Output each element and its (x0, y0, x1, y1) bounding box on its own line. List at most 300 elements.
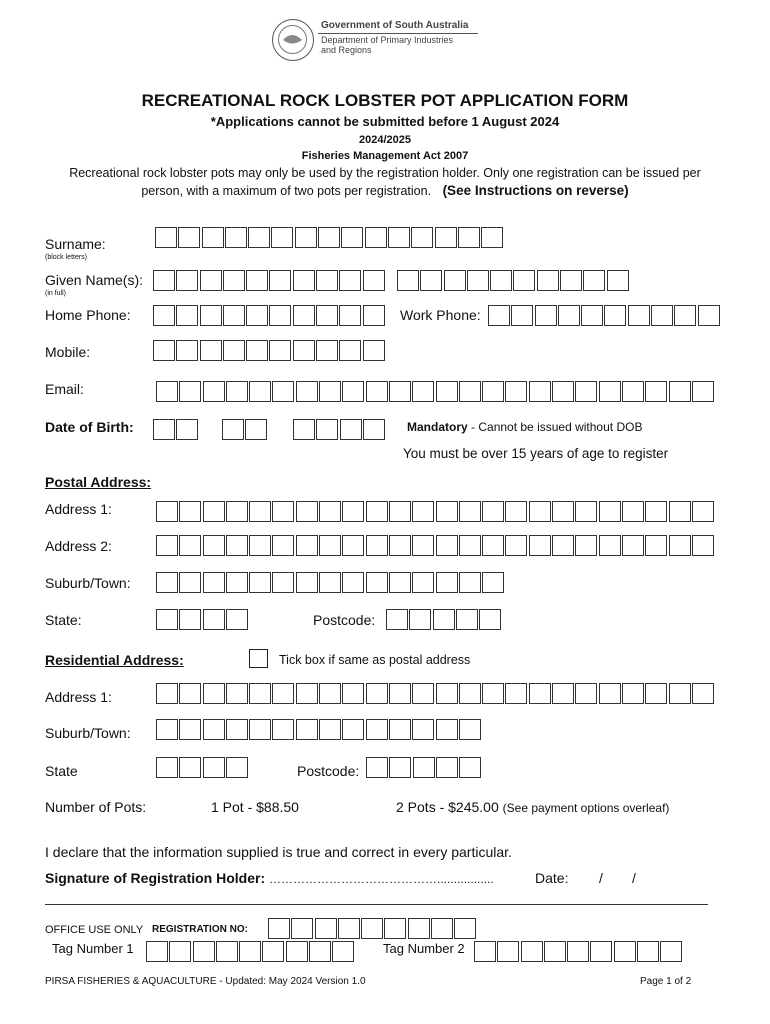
char-box[interactable] (479, 609, 501, 630)
char-box[interactable] (176, 270, 198, 291)
char-box[interactable] (388, 227, 410, 248)
char-box[interactable] (622, 535, 644, 556)
char-box[interactable] (226, 757, 248, 778)
footer-version: PIRSA FISHERIES & AQUACULTURE - Updated: May 2024 Version 1.0 (45, 976, 366, 987)
char-box[interactable] (340, 419, 362, 440)
char-box[interactable] (669, 501, 691, 522)
char-box[interactable] (459, 535, 481, 556)
char-box[interactable] (488, 305, 510, 326)
char-box[interactable] (339, 305, 361, 326)
char-box[interactable] (459, 757, 481, 778)
residential-state-boxes[interactable] (156, 757, 248, 778)
char-box[interactable] (342, 719, 364, 740)
char-box[interactable] (249, 572, 271, 593)
char-box[interactable] (459, 381, 481, 402)
char-box[interactable] (179, 381, 201, 402)
char-box[interactable] (203, 535, 225, 556)
char-box[interactable] (339, 340, 361, 361)
char-box[interactable] (412, 719, 434, 740)
char-box[interactable] (412, 683, 434, 704)
char-box[interactable] (202, 227, 224, 248)
char-box[interactable] (272, 535, 294, 556)
char-box[interactable] (386, 609, 408, 630)
char-box[interactable] (669, 535, 691, 556)
char-box[interactable] (296, 683, 318, 704)
tag-number-2-boxes[interactable] (474, 941, 682, 962)
postal-address-1-label: Address 1: (45, 501, 112, 517)
char-box[interactable] (272, 719, 294, 740)
char-box[interactable] (366, 572, 388, 593)
char-box[interactable] (179, 757, 201, 778)
instructions-note: (See Instructions on reverse) (442, 183, 629, 198)
char-box[interactable] (389, 757, 411, 778)
char-box[interactable] (366, 501, 388, 522)
char-box[interactable] (384, 918, 406, 939)
postal-address-1-boxes[interactable] (156, 501, 714, 522)
char-box[interactable] (481, 227, 503, 248)
char-box[interactable] (272, 501, 294, 522)
char-box[interactable] (226, 572, 248, 593)
char-box[interactable] (203, 381, 225, 402)
form-title: RECREATIONAL ROCK LOBSTER POT APPLICATION FORM (141, 91, 629, 110)
postal-suburb-boxes[interactable] (156, 572, 504, 593)
char-box[interactable] (239, 941, 261, 962)
char-box[interactable] (341, 227, 363, 248)
char-box[interactable] (474, 941, 496, 962)
char-box[interactable] (505, 501, 527, 522)
char-box[interactable] (169, 941, 191, 962)
char-box[interactable] (363, 340, 385, 361)
char-box[interactable] (156, 535, 178, 556)
char-box[interactable] (296, 501, 318, 522)
residential-address-heading: Residential Address: (45, 652, 184, 668)
char-box[interactable] (389, 683, 411, 704)
postal-address-2-boxes[interactable] (156, 535, 714, 556)
char-box[interactable] (389, 719, 411, 740)
char-box[interactable] (497, 941, 519, 962)
char-box[interactable] (458, 227, 480, 248)
char-box[interactable] (203, 757, 225, 778)
char-box[interactable] (146, 941, 168, 962)
char-box[interactable] (575, 381, 597, 402)
same-as-postal-checkbox[interactable] (249, 649, 268, 668)
char-box[interactable] (223, 270, 245, 291)
char-box[interactable] (490, 270, 512, 291)
char-box[interactable] (179, 683, 201, 704)
char-box[interactable] (203, 683, 225, 704)
char-box[interactable] (674, 305, 696, 326)
char-box[interactable] (482, 572, 504, 593)
char-box[interactable] (268, 918, 290, 939)
intro-line-2-text: person, with a maximum of two pots per registration. (141, 184, 432, 198)
char-box[interactable] (193, 941, 215, 962)
char-box[interactable] (200, 270, 222, 291)
char-box[interactable] (203, 609, 225, 630)
char-box[interactable] (599, 683, 621, 704)
char-box[interactable] (365, 227, 387, 248)
char-box[interactable] (692, 683, 714, 704)
char-box[interactable] (222, 419, 244, 440)
char-box[interactable] (286, 941, 308, 962)
char-box[interactable] (296, 572, 318, 593)
char-box[interactable] (413, 757, 435, 778)
char-box[interactable] (248, 227, 270, 248)
char-box[interactable] (203, 501, 225, 522)
char-box[interactable] (156, 609, 178, 630)
char-box[interactable] (179, 501, 201, 522)
char-box[interactable] (156, 683, 178, 704)
intro-line-2 (0, 183, 770, 198)
char-box[interactable] (293, 419, 315, 440)
char-box[interactable] (293, 270, 315, 291)
char-box[interactable] (316, 340, 338, 361)
char-box[interactable] (459, 683, 481, 704)
char-box[interactable] (436, 683, 458, 704)
residential-postcode-boxes[interactable] (366, 757, 481, 778)
char-box[interactable] (645, 683, 667, 704)
char-box[interactable] (200, 305, 222, 326)
tag-number-1-label: Tag Number 1 (52, 941, 134, 956)
char-box[interactable] (153, 305, 175, 326)
signature-dots[interactable]: ……………………………………................. (269, 872, 494, 886)
char-box[interactable] (153, 340, 175, 361)
char-box[interactable] (408, 918, 430, 939)
char-box[interactable] (411, 227, 433, 248)
char-box[interactable] (295, 227, 317, 248)
char-box[interactable] (436, 572, 458, 593)
char-box[interactable] (436, 381, 458, 402)
char-box[interactable] (505, 381, 527, 402)
postal-postcode-boxes[interactable] (386, 609, 501, 630)
char-box[interactable] (156, 501, 178, 522)
char-box[interactable] (366, 535, 388, 556)
char-box[interactable] (363, 305, 385, 326)
char-box[interactable] (529, 535, 551, 556)
char-box[interactable] (291, 918, 313, 939)
char-box[interactable] (246, 270, 268, 291)
char-box[interactable] (482, 535, 504, 556)
residential-suburb-boxes[interactable] (156, 719, 481, 740)
char-box[interactable] (511, 305, 533, 326)
char-box[interactable] (216, 941, 238, 962)
char-box[interactable] (153, 419, 175, 440)
declaration-text: I declare that the information supplied is true and correct in every particular. (45, 844, 512, 860)
char-box[interactable] (246, 340, 268, 361)
char-box[interactable] (293, 305, 315, 326)
char-box[interactable] (389, 381, 411, 402)
char-box[interactable] (366, 757, 388, 778)
char-box[interactable] (537, 270, 559, 291)
char-box[interactable] (645, 381, 667, 402)
char-box[interactable] (262, 941, 284, 962)
char-box[interactable] (645, 535, 667, 556)
char-box[interactable] (482, 381, 504, 402)
char-box[interactable] (179, 719, 201, 740)
char-box[interactable] (366, 381, 388, 402)
char-box[interactable] (246, 305, 268, 326)
char-box[interactable] (249, 719, 271, 740)
char-box[interactable] (179, 609, 201, 630)
char-box[interactable] (179, 535, 201, 556)
char-box[interactable] (622, 501, 644, 522)
char-box[interactable] (366, 683, 388, 704)
char-box[interactable] (269, 270, 291, 291)
work-phone-boxes[interactable] (488, 305, 720, 326)
dob-label: Date of Birth: (45, 419, 134, 435)
dob-day-boxes[interactable] (153, 419, 198, 440)
char-box[interactable] (226, 381, 248, 402)
char-box[interactable] (397, 270, 419, 291)
home-phone-label: Home Phone: (45, 307, 131, 323)
mobile-boxes[interactable] (153, 340, 385, 361)
postal-address-2-label: Address 2: (45, 538, 112, 554)
email-boxes[interactable] (156, 381, 714, 402)
char-box[interactable] (669, 381, 691, 402)
char-box[interactable] (249, 683, 271, 704)
char-box[interactable] (316, 305, 338, 326)
char-box[interactable] (249, 381, 271, 402)
char-box[interactable] (459, 719, 481, 740)
char-box[interactable] (296, 381, 318, 402)
two-pots-price: 2 Pots - $245.00 (396, 799, 499, 815)
char-box[interactable] (361, 918, 383, 939)
char-box[interactable] (319, 535, 341, 556)
given-names-label: Given Name(s): (45, 272, 144, 288)
char-box[interactable] (581, 305, 603, 326)
tag-number-1-boxes[interactable] (146, 941, 354, 962)
char-box[interactable] (318, 227, 340, 248)
char-box[interactable] (459, 501, 481, 522)
char-box[interactable] (575, 535, 597, 556)
char-box[interactable] (409, 609, 431, 630)
char-box[interactable] (505, 535, 527, 556)
char-box[interactable] (529, 683, 551, 704)
char-box[interactable] (575, 683, 597, 704)
char-box[interactable] (389, 535, 411, 556)
postal-suburb-label: Suburb/Town: (45, 575, 131, 591)
char-box[interactable] (436, 757, 458, 778)
char-box[interactable] (604, 305, 626, 326)
office-divider (45, 904, 708, 905)
char-box[interactable] (226, 683, 248, 704)
char-box[interactable] (339, 270, 361, 291)
char-box[interactable] (223, 340, 245, 361)
char-box[interactable] (332, 941, 354, 962)
char-box[interactable] (692, 381, 714, 402)
char-box[interactable] (459, 572, 481, 593)
char-box[interactable] (645, 501, 667, 522)
char-box[interactable] (156, 572, 178, 593)
char-box[interactable] (433, 609, 455, 630)
char-box[interactable] (660, 941, 682, 962)
char-box[interactable] (552, 501, 574, 522)
char-box[interactable] (225, 227, 247, 248)
signature-label: Signature of Registration Holder: (45, 870, 266, 886)
char-box[interactable] (692, 535, 714, 556)
char-box[interactable] (155, 227, 177, 248)
char-box[interactable] (590, 941, 612, 962)
char-box[interactable] (622, 683, 644, 704)
char-box[interactable] (412, 501, 434, 522)
char-box[interactable] (622, 381, 644, 402)
char-box[interactable] (431, 918, 453, 939)
char-box[interactable] (176, 340, 198, 361)
char-box[interactable] (269, 305, 291, 326)
char-box[interactable] (607, 270, 629, 291)
char-box[interactable] (245, 419, 267, 440)
act-name: Fisheries Management Act 2007 (301, 150, 469, 162)
char-box[interactable] (513, 270, 535, 291)
char-box[interactable] (558, 305, 580, 326)
residential-postcode-label: Postcode: (297, 763, 360, 779)
char-box[interactable] (176, 305, 198, 326)
char-box[interactable] (269, 340, 291, 361)
char-box[interactable] (412, 381, 434, 402)
char-box[interactable] (156, 719, 178, 740)
surname-boxes[interactable] (155, 227, 503, 248)
char-box[interactable] (363, 270, 385, 291)
sa-government-logo (272, 19, 314, 61)
char-box[interactable] (156, 757, 178, 778)
char-box[interactable] (226, 719, 248, 740)
char-box[interactable] (226, 535, 248, 556)
char-box[interactable] (342, 683, 364, 704)
char-box[interactable] (342, 572, 364, 593)
char-box[interactable] (637, 941, 659, 962)
char-box[interactable] (315, 918, 337, 939)
char-box[interactable] (342, 501, 364, 522)
char-box[interactable] (176, 419, 198, 440)
char-box[interactable] (389, 501, 411, 522)
department-name-2: and Regions (321, 45, 372, 55)
char-box[interactable] (560, 270, 582, 291)
page-number: Page 1 of 2 (640, 976, 692, 987)
department-name: Department of Primary Industries (321, 35, 454, 45)
char-box[interactable] (319, 572, 341, 593)
char-box[interactable] (271, 227, 293, 248)
given-name-1-boxes[interactable] (153, 270, 385, 291)
char-box[interactable] (467, 270, 489, 291)
char-box[interactable] (567, 941, 589, 962)
dob-year-boxes[interactable] (293, 419, 385, 440)
char-box[interactable] (316, 270, 338, 291)
char-box[interactable] (412, 535, 434, 556)
char-box[interactable] (153, 270, 175, 291)
char-box[interactable] (156, 381, 178, 402)
char-box[interactable] (272, 683, 294, 704)
char-box[interactable] (482, 683, 504, 704)
char-box[interactable] (272, 381, 294, 402)
char-box[interactable] (552, 683, 574, 704)
dob-month-boxes[interactable] (222, 419, 267, 440)
signature-line (45, 870, 494, 886)
char-box[interactable] (412, 572, 434, 593)
char-box[interactable] (366, 719, 388, 740)
char-box[interactable] (363, 419, 385, 440)
char-box[interactable] (521, 941, 543, 962)
char-box[interactable] (436, 719, 458, 740)
char-box[interactable] (435, 227, 457, 248)
char-box[interactable] (319, 683, 341, 704)
residential-address-1-boxes[interactable] (156, 683, 714, 704)
char-box[interactable] (272, 572, 294, 593)
home-phone-boxes[interactable] (153, 305, 385, 326)
char-box[interactable] (544, 941, 566, 962)
postal-state-boxes[interactable] (156, 609, 248, 630)
char-box[interactable] (319, 381, 341, 402)
char-box[interactable] (389, 572, 411, 593)
char-box[interactable] (436, 535, 458, 556)
char-box[interactable] (319, 719, 341, 740)
char-box[interactable] (535, 305, 557, 326)
char-box[interactable] (444, 270, 466, 291)
char-box[interactable] (223, 305, 245, 326)
char-box[interactable] (342, 381, 364, 402)
char-box[interactable] (296, 719, 318, 740)
char-box[interactable] (552, 535, 574, 556)
char-box[interactable] (203, 719, 225, 740)
header-divider (318, 33, 478, 34)
char-box[interactable] (319, 501, 341, 522)
char-box[interactable] (529, 501, 551, 522)
tag-number-2-label: Tag Number 2 (383, 941, 465, 956)
char-box[interactable] (309, 941, 331, 962)
char-box[interactable] (456, 609, 478, 630)
char-box[interactable] (482, 501, 504, 522)
dob-mandatory-note (407, 420, 642, 434)
registration-number-boxes[interactable] (268, 918, 476, 939)
char-box[interactable] (454, 918, 476, 939)
char-box[interactable] (316, 419, 338, 440)
char-box[interactable] (420, 270, 442, 291)
season-year: 2024/2025 (359, 134, 411, 146)
char-box[interactable] (338, 918, 360, 939)
intro-line-1: Recreational rock lobster pots may only be used by the registration holder. Only one registration can be issued per (69, 166, 701, 180)
postal-address-heading: Postal Address: (45, 474, 152, 490)
char-box[interactable] (599, 381, 621, 402)
char-box[interactable] (203, 572, 225, 593)
char-box[interactable] (552, 381, 574, 402)
char-box[interactable] (200, 340, 222, 361)
char-box[interactable] (651, 305, 673, 326)
residential-address-1-label: Address 1: (45, 689, 112, 705)
char-box[interactable] (226, 501, 248, 522)
char-box[interactable] (599, 501, 621, 522)
char-box[interactable] (178, 227, 200, 248)
char-box[interactable] (583, 270, 605, 291)
char-box[interactable] (614, 941, 636, 962)
char-box[interactable] (505, 683, 527, 704)
char-box[interactable] (179, 572, 201, 593)
char-box[interactable] (226, 609, 248, 630)
char-box[interactable] (436, 501, 458, 522)
char-box[interactable] (628, 305, 650, 326)
given-name-2-boxes[interactable] (397, 270, 629, 291)
char-box[interactable] (293, 340, 315, 361)
char-box[interactable] (692, 501, 714, 522)
char-box[interactable] (575, 501, 597, 522)
char-box[interactable] (698, 305, 720, 326)
char-box[interactable] (249, 501, 271, 522)
char-box[interactable] (296, 535, 318, 556)
char-box[interactable] (599, 535, 621, 556)
char-box[interactable] (249, 535, 271, 556)
given-names-hint: (in full) (45, 290, 67, 297)
char-box[interactable] (669, 683, 691, 704)
same-as-postal-label: Tick box if same as postal address (279, 653, 471, 667)
char-box[interactable] (342, 535, 364, 556)
char-box[interactable] (529, 381, 551, 402)
